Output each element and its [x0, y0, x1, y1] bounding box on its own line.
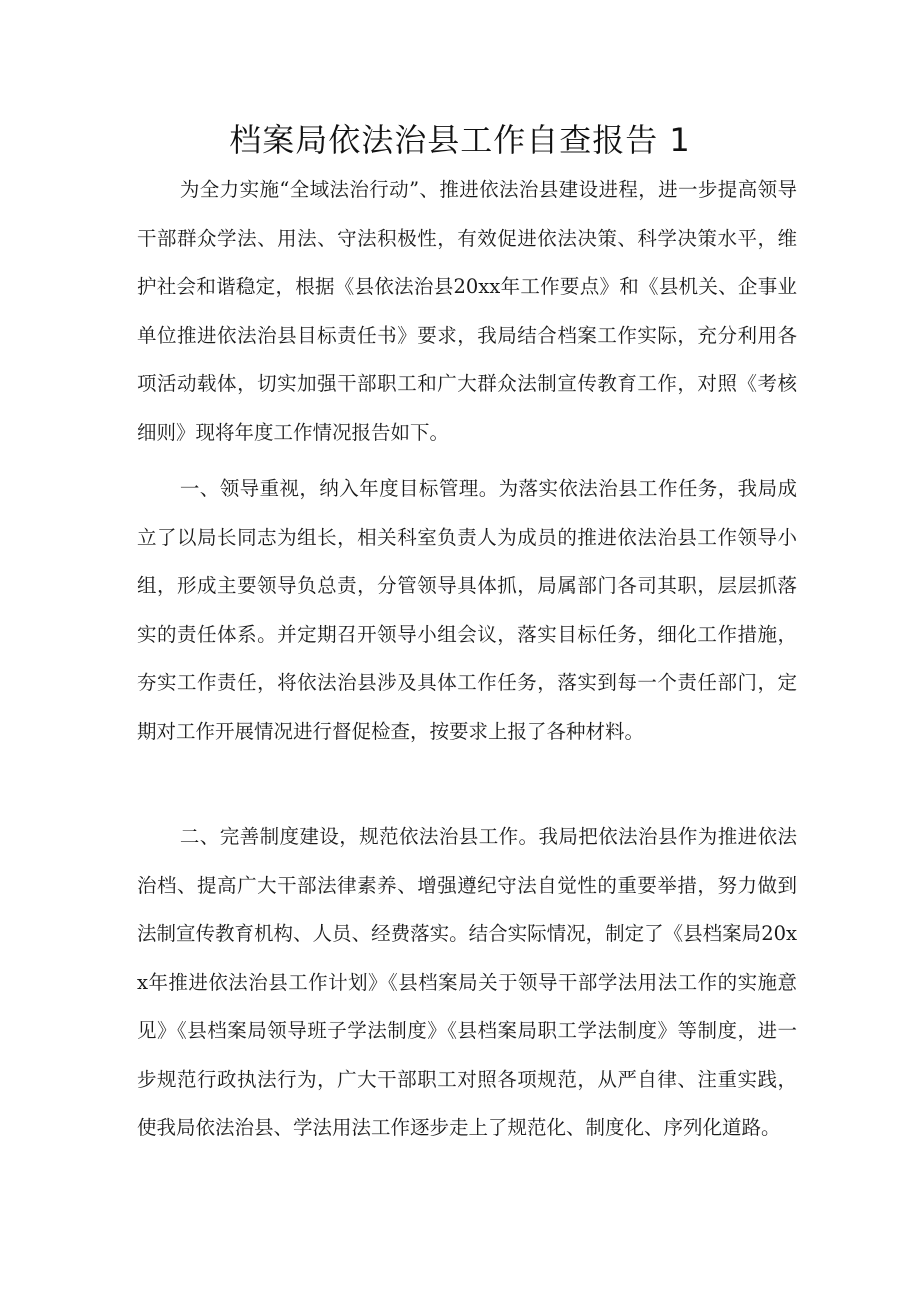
paragraph-section-2: 二、完善制度建设，规范依法治县工作。我局把依法治县作为推进依法治档、提高广大干部法律素养、增强遵纪守法自觉性的重要举措，努力做到法制宣传教育机构、人员、经费落实。结合实际情况，制定了《县档案局20xx年推进依法治县工作计划》《县档案局关于领导干部学法用法工作的实施意见》《县档案局领导班子学法制度》《县档案局职工学法制度》等制度，进一步规范行政执法行为，广大干部职工对照各项规范，从严自律、注重实践，使我局依法治县、学法用法工作逐步走上了规范化、制度化、序列化道路。: [137, 825, 797, 1139]
paragraph-intro: 为全力实施“全域法治行动”、推进依法治县建设进程，进一步提高领导干部群众学法、用法、守法积极性，有效促进依法决策、科学决策水平，维护社会和谐稳定，根据《县依法治县20xx年工作要点》和《县机关、企事业单位推进依法治县目标责任书》要求，我局结合档案工作实际，充分利用各项活动载体，切实加强干部职工和广大群众法制宣传教育工作，对照《考核细则》现将年度工作情况报告如下。: [137, 178, 797, 444]
document-title: 档案局依法治县工作自查报告 1: [229, 121, 691, 159]
paragraph-section-1: 一、领导重视，纳入年度目标管理。为落实依法治县工作任务，我局成立了以局长同志为组长，相关科室负责人为成员的推进依法治县工作领导小组，形成主要领导负总责，分管领导具体抓，局属部门各司其职，层层抓落实的责任体系。并定期召开领导小组会议，落实目标任务，细化工作措施，夯实工作责任，将依法治县涉及具体工作任务，落实到每一个责任部门，定期对工作开展情况进行督促检查，按要求上报了各种材料。: [137, 477, 797, 743]
